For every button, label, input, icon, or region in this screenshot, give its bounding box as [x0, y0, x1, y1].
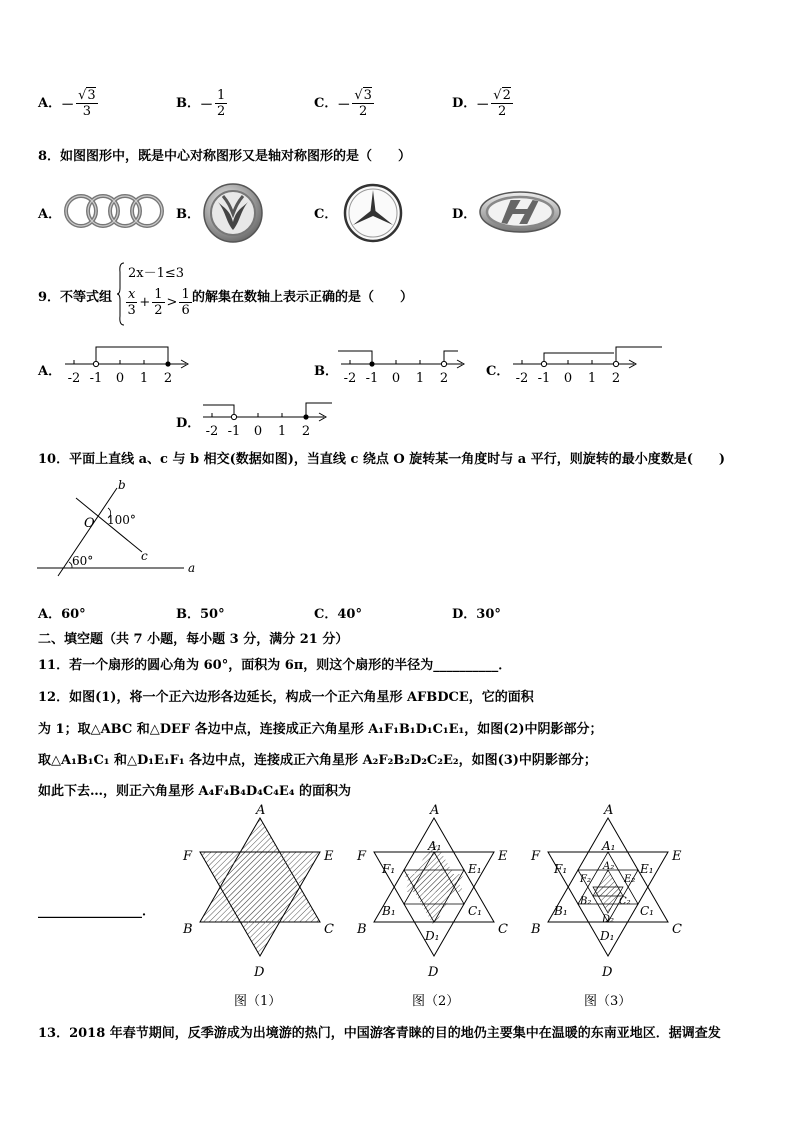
vertex-d: D	[428, 965, 439, 980]
hyundai-logo-icon	[478, 190, 562, 234]
numerator: 1	[154, 287, 163, 302]
vertex-f: F	[357, 849, 367, 864]
option-label: B．	[176, 96, 200, 111]
angle-60-label: 60°	[72, 554, 94, 568]
tick-label: 1	[139, 371, 149, 386]
option-label: B．	[176, 607, 200, 622]
tick-label: 1	[587, 371, 597, 386]
vertex-c: C	[498, 922, 508, 937]
tick-label: -1	[537, 371, 551, 386]
fraction-1-2	[152, 287, 164, 318]
numerator: x	[128, 287, 136, 302]
tick-label: -2	[205, 424, 219, 439]
q8-text: 8．如图图形中，既是中心对称图形又是轴对称图形的是（ ）	[38, 149, 412, 164]
numerator: 1	[217, 88, 226, 103]
vertex-f1: F₁	[382, 862, 396, 876]
number-line-a	[62, 344, 192, 386]
hexagram-figure-3	[526, 800, 698, 982]
figure-2-caption: 图（2）	[412, 994, 460, 1009]
tick-label: 0	[391, 371, 401, 386]
vertex-a2: A₂	[603, 861, 615, 872]
greater-than-sign: >	[166, 295, 178, 310]
vertex-f: F	[183, 849, 193, 864]
q7-option-b[interactable]	[176, 88, 229, 119]
tick-label: 2	[163, 371, 173, 386]
q11-text: 11．若一个扇形的圆心角为 60°，面积为 6π，则这个扇形的半径为__________．	[38, 658, 512, 673]
vertex-f2: F₂	[580, 874, 591, 885]
q12-answer-blank[interactable]: ________________．	[38, 904, 156, 919]
option-label: A．	[38, 607, 62, 622]
denominator: 2	[217, 104, 226, 119]
hexagram-figure-1	[178, 800, 350, 982]
option-label: A．	[38, 96, 62, 111]
minus-sign: －	[337, 98, 351, 113]
vertex-a1: A₁	[602, 839, 616, 853]
number-line-d	[200, 397, 336, 439]
tick-label: 2	[301, 424, 311, 439]
tick-label: 2	[611, 371, 621, 386]
left-brace	[117, 262, 121, 326]
q8-option-c-label[interactable]: C．	[314, 207, 338, 222]
q9-suffix: 的解集在数轴上表示正确的是（ ）	[192, 290, 414, 305]
q10-option-d[interactable]	[452, 603, 501, 622]
q10-option-a[interactable]	[38, 603, 86, 622]
plus-sign: +	[139, 295, 151, 310]
vertex-c: C	[672, 922, 682, 937]
vertex-d1: D₁	[425, 929, 440, 943]
fraction	[215, 88, 227, 119]
vertex-f: F	[531, 849, 541, 864]
q10-option-c[interactable]	[314, 603, 362, 622]
vertex-e2: E₂	[624, 874, 636, 885]
option-value: 50°	[200, 607, 225, 622]
tick-label: 2	[439, 371, 449, 386]
fraction: $\frac{√2}{2}$	[493, 88, 511, 119]
vertex-b2: B₂	[580, 896, 592, 907]
vertex-c: C	[324, 922, 334, 937]
option-label: C．	[314, 607, 338, 622]
tick-label: -1	[227, 424, 241, 439]
q7-option-a[interactable]	[38, 88, 100, 119]
section-2-heading: 二、填空题（共 7 小题，每小题 3 分，满分 21 分）	[38, 632, 349, 647]
vertex-c1: C₁	[468, 904, 482, 918]
vertex-d: D	[602, 965, 613, 980]
fraction-x-3	[126, 287, 137, 318]
numerator: 1	[181, 287, 190, 302]
hexagram-figure-2	[352, 800, 524, 982]
vertex-b: B	[531, 922, 541, 937]
minus-sign: －	[200, 98, 214, 113]
number-line-b	[338, 344, 468, 386]
q12-line-4: 如此下去…，则正六角星形 A₄F₄B₄D₄C₄E₄ 的面积为	[38, 784, 352, 799]
q10-figure	[34, 476, 204, 582]
angle-100-label: 100°	[107, 513, 136, 527]
vertex-d: D	[254, 965, 265, 980]
numerator: 2	[502, 88, 511, 103]
point-o-label: O	[84, 516, 95, 531]
inequality-line-2	[124, 287, 194, 318]
audi-rings-logo-icon	[62, 192, 166, 230]
vertex-b: B	[183, 922, 193, 937]
vertex-c2: C₂	[619, 896, 631, 907]
number-line-c	[510, 344, 664, 386]
numerator: 3	[363, 88, 372, 103]
tick-label: -2	[343, 371, 357, 386]
vertex-b1: B₁	[382, 904, 396, 918]
denominator: 2	[497, 104, 507, 119]
vertex-c1: C₁	[640, 904, 654, 918]
denominator: 3	[127, 303, 136, 318]
vertex-b1: B₁	[554, 904, 568, 918]
option-value: 40°	[337, 607, 362, 622]
mercedes-logo-icon	[342, 182, 404, 244]
q7-option-d[interactable]	[452, 88, 515, 119]
figure-3-caption: 图（3）	[584, 994, 632, 1009]
tick-label: 0	[115, 371, 125, 386]
vertex-e1: E₁	[640, 862, 654, 876]
option-label: C．	[314, 96, 338, 111]
tick-label: -2	[67, 371, 81, 386]
fraction-1-6	[179, 287, 191, 318]
figure-1-caption: 图（1）	[234, 994, 282, 1009]
q12-line-3: 取△A₁B₁C₁ 和△D₁E₁F₁ 各边中点，连接成正六角星形 A₂F₂B₂D₂C₂E₂，如图(3)中阴影部分；	[38, 753, 597, 768]
vertex-a: A	[604, 803, 614, 818]
vertex-f1: F₁	[554, 862, 568, 876]
fraction: $\frac{√3}{2}$	[354, 88, 372, 119]
q8-option-b-label[interactable]: B．	[176, 207, 200, 222]
line-c-label: c	[141, 549, 148, 563]
q9-option-a-label[interactable]: A．	[38, 364, 62, 379]
minus-sign: －	[61, 98, 75, 113]
q9-prefix: 9．不等式组	[38, 290, 113, 305]
tick-label: -1	[365, 371, 379, 386]
q8-option-d-label[interactable]: D．	[452, 207, 477, 222]
vertex-a: A	[430, 803, 440, 818]
vertex-a1: A₁	[428, 839, 442, 853]
tick-label: 1	[277, 424, 287, 439]
tick-label: -2	[515, 371, 529, 386]
q9-option-b-label[interactable]: B．	[314, 364, 338, 379]
dongfeng-logo-icon	[202, 182, 264, 244]
vertex-e: E	[498, 849, 508, 864]
q7-option-c[interactable]	[314, 88, 376, 119]
vertex-d1: D₁	[600, 929, 615, 943]
minus-sign: －	[476, 98, 490, 113]
fraction: $\frac{√3}{3}$	[78, 88, 96, 119]
denominator: 2	[359, 104, 368, 119]
q10-option-b[interactable]	[176, 603, 225, 622]
vertex-e: E	[672, 849, 682, 864]
denominator: 2	[154, 303, 163, 318]
inequality-line-1: 2x－1≤3	[128, 266, 185, 281]
option-value: 60°	[61, 607, 86, 622]
q9-option-d-label[interactable]: D．	[176, 416, 201, 431]
vertex-e1: E₁	[468, 862, 482, 876]
q12-line-2: 为 1；取△ABC 和△DEF 各边中点，连接成正六角星形 A₁F₁B₁D₁C₁E₁，如图(2)中阴影部分；	[38, 722, 603, 737]
q8-option-a-label[interactable]: A．	[38, 207, 62, 222]
option-label: D．	[452, 607, 477, 622]
tick-label: 0	[253, 424, 263, 439]
tick-label: 1	[415, 371, 425, 386]
denominator: 6	[181, 303, 190, 318]
vertex-d2: D₂	[602, 914, 615, 925]
denominator: 3	[82, 104, 92, 119]
vertex-e: E	[324, 849, 334, 864]
vertex-a: A	[256, 803, 266, 818]
q9-option-c-label[interactable]: C．	[486, 364, 510, 379]
option-label: D．	[452, 96, 477, 111]
tick-label: 0	[563, 371, 573, 386]
q10-text: 10．平面上直线 a、c 与 b 相交(数据如图)，当直线 c 绕点 O 旋转某一角度时与 a 平行，则旋转的最小度数是( )	[38, 452, 726, 467]
line-a-label: a	[188, 561, 196, 575]
tick-label: -1	[89, 371, 103, 386]
q13-text: 13．2018 年春节期间，反季游成为出境游的热门，中国游客青睐的目的地仍主要集中在温暖的东南亚地区．据调查发	[38, 1026, 721, 1041]
line-b-label: b	[118, 478, 126, 492]
option-value: 30°	[476, 607, 501, 622]
numerator: 3	[87, 88, 96, 103]
vertex-b: B	[357, 922, 367, 937]
q12-line-1: 12．如图(1)，将一个正六边形各边延长，构成一个正六角星形 AFBDCE，它的面积	[38, 690, 534, 705]
